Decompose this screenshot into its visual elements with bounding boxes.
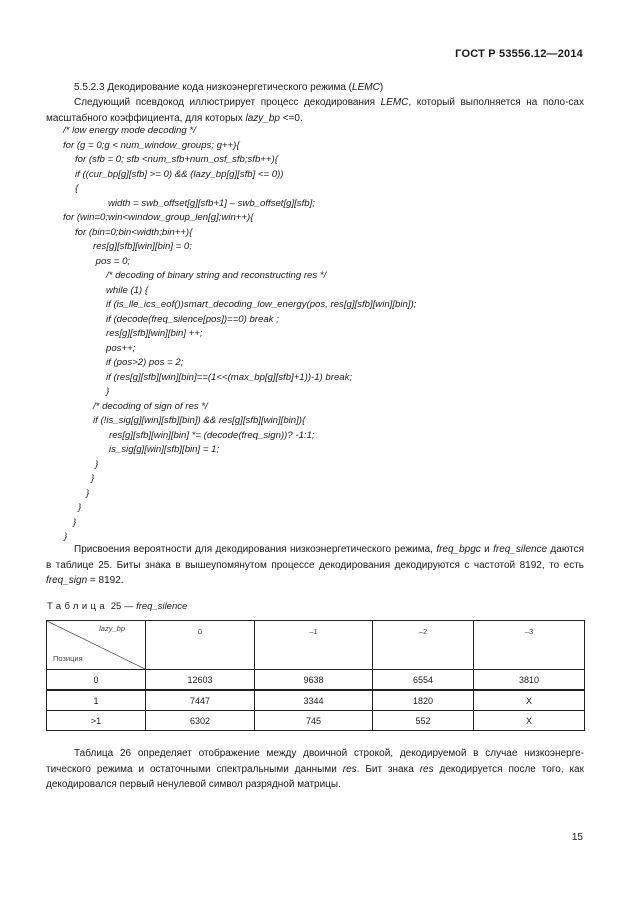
code-line: for (sfb = 0; sfb <num_sfb+num_osf_sfb;sfb++){ xyxy=(75,154,278,165)
code-line: pos = 0; xyxy=(93,256,131,267)
table-row xyxy=(47,711,585,731)
column-header: –3 xyxy=(474,621,585,670)
column-header: –2 xyxy=(373,621,474,670)
row-label: >1 xyxy=(47,711,146,731)
code-line: } xyxy=(95,459,99,470)
table-row xyxy=(47,690,585,711)
code-line: } xyxy=(91,473,95,484)
table-cell: 552 xyxy=(373,711,474,731)
code-line: if ((cur_bp[g][sfb] >= 0) && (lazy_bp[g][sfb] <= 0)) xyxy=(75,169,284,180)
table-header-row xyxy=(47,621,585,670)
row-label: 0 xyxy=(47,670,146,691)
code-line: width = swb_offset[g][sfb+1] – swb_offset[g][sfb]; xyxy=(108,198,315,209)
code-line: } xyxy=(86,488,90,499)
code-line: res[g][sfb][win][bin] *= (decode(freq_sign))? -1:1; xyxy=(109,430,315,441)
code-line: is_sig[g][win][sfb][bin] = 1; xyxy=(109,444,220,455)
table-cell: X xyxy=(474,690,585,711)
row-axis-label: Позиция xyxy=(53,654,83,663)
code-line: { xyxy=(75,183,79,194)
table-cell: 3344 xyxy=(255,690,373,711)
code-line: if (res[g][sfb][win][bin]==(1<<(max_bp[g][sfb]+1))-1) break; xyxy=(106,372,353,383)
table-cell: 1820 xyxy=(373,690,474,711)
code-line: /* decoding of binary string and reconstructing res */ xyxy=(106,270,327,281)
table-cell: 7447 xyxy=(146,690,255,711)
code-line: while (1) { xyxy=(106,285,149,296)
row-label: 1 xyxy=(47,690,146,711)
code-line: } xyxy=(78,502,82,513)
page-number: 15 xyxy=(571,832,583,843)
section-heading: 5.5.2.3 Декодирование кода низкоэнергетического режима (LEMC) xyxy=(74,82,384,93)
table-cell: 12603 xyxy=(146,670,255,691)
intro-paragraph: Следующий псевдокод иллюстрирует процесс декодирования LEMC, который выполняется на поло-сах масштабного коэффициента, для которых lazy_bp <=0. xyxy=(46,97,584,124)
code-line: pos++; xyxy=(106,343,136,354)
table-cell: 6302 xyxy=(146,711,255,731)
code-line: res[g][sfb][win][bin] ++; xyxy=(106,328,203,339)
code-line: } xyxy=(64,531,68,542)
code-line: } xyxy=(106,386,110,397)
document-header-standard: ГОСТ Р 53556.12—2014 xyxy=(455,48,583,60)
code-line: /* decoding of sign of res */ xyxy=(93,401,208,412)
table-cell: 745 xyxy=(255,711,373,731)
probability-paragraph: Присвоения вероятности для декодирования низкоэнергетического режима, freq_bpgc и freq_silence даются в таблице 25. Биты знака в вышеупомянутом процессе декодирования декодируются с частотой 8192, то есть freq_sign = 8192. xyxy=(46,544,584,586)
code-line: } xyxy=(73,517,77,528)
column-axis-label: lazy_bp xyxy=(99,624,125,633)
code-line: /* low energy mode decoding */ xyxy=(63,125,196,136)
code-line: if (!is_sig[g][win][sfb][bin]) && res[g][sfb][win][bin]){ xyxy=(93,415,306,426)
table-corner-cell xyxy=(47,621,146,670)
freq-silence-table xyxy=(46,620,585,731)
table-cell: 9638 xyxy=(255,670,373,691)
code-line: if (pos>2) pos = 2; xyxy=(106,357,184,368)
table-caption: Таблица 25 — freq_silence xyxy=(47,601,188,612)
code-line: for (bin=0;bin<width;bin++){ xyxy=(75,227,193,238)
code-line: for (g = 0;g < num_window_groups; g++){ xyxy=(63,140,240,151)
column-header: 0 xyxy=(146,621,255,670)
code-line: for (win=0;win<window_group_len[g];win++){ xyxy=(63,212,254,223)
table-cell: 6554 xyxy=(373,670,474,691)
code-line: if (is_lle_ics_eof())smart_decoding_low_energy(pos, res[g][sfb][win][bin]); xyxy=(106,299,417,310)
table-cell: 3810 xyxy=(474,670,585,691)
table-row xyxy=(47,670,585,691)
column-header: –1 xyxy=(255,621,373,670)
code-line: if (decode(freq_silence[pos])==0) break ; xyxy=(106,314,279,325)
table-cell: X xyxy=(474,711,585,731)
closing-paragraph: Таблица 26 определяет отображение между двоичной строкой, декодируемой в случае низкоэнерге-тического режима и остаточными спектральными данными res. Бит знака res декодируется после того, как декодировался первый ненулевой символ разрядной матрицы. xyxy=(46,748,584,790)
code-line: res[g][sfb][win][bin] = 0; xyxy=(93,241,192,252)
